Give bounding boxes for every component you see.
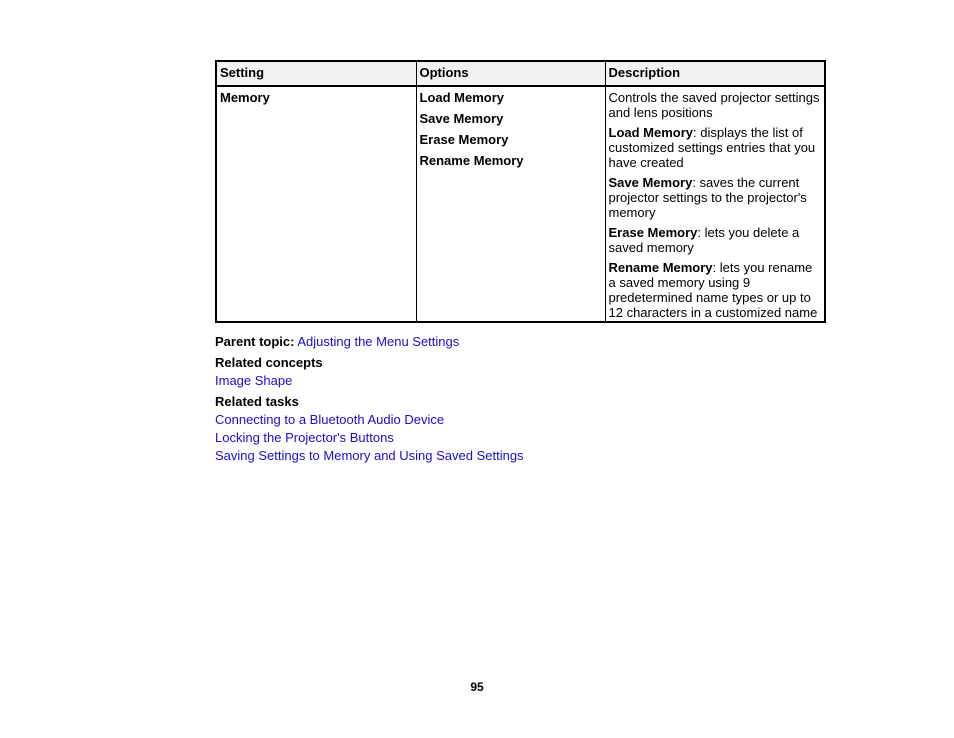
page-number: 95 [470, 680, 484, 694]
related-concept-link[interactable]: Image Shape [215, 373, 293, 388]
related-concepts-heading: Related concepts [215, 355, 323, 370]
description-term: Erase Memory [608, 225, 698, 240]
parent-topic-link[interactable]: Adjusting the Menu Settings [297, 334, 460, 349]
option-load-memory: Load Memory [419, 90, 505, 105]
setting-name: Memory [220, 90, 270, 105]
description-text: : lets you delete a saved memory [608, 225, 800, 255]
option-erase-memory: Erase Memory [419, 132, 509, 147]
related-task-link[interactable]: Locking the Projector's Buttons [215, 430, 394, 445]
description-save-memory [609, 175, 822, 220]
options-cell [416, 86, 605, 322]
description-intro [609, 90, 822, 120]
column-header-setting: Setting [216, 61, 416, 86]
settings-table [215, 60, 826, 323]
description-term: Save Memory [608, 175, 693, 190]
description-cell [605, 86, 825, 322]
option-rename-memory: Rename Memory [419, 153, 524, 168]
setting-cell [216, 86, 416, 322]
description-erase-memory [609, 225, 822, 255]
related-task-link[interactable]: Connecting to a Bluetooth Audio Device [215, 412, 445, 427]
description-term: Rename Memory [608, 260, 713, 275]
description-rename-memory [609, 260, 822, 320]
description-text: : saves the current projector settings to the projector's memory [608, 175, 807, 220]
description-text: : displays the list of customized settings entries that you have created [608, 125, 816, 170]
table-row [216, 86, 825, 322]
column-header-options: Options [416, 61, 605, 86]
parent-topic-label: Parent topic: [215, 334, 295, 349]
table-header-row [216, 61, 825, 86]
related-tasks-heading: Related tasks [215, 394, 299, 409]
related-task-link[interactable]: Saving Settings to Memory and Using Saved Settings [215, 448, 524, 463]
description-term: Load Memory [608, 125, 694, 140]
description-load-memory [609, 125, 822, 170]
parent-topic-line [215, 334, 459, 349]
description-text: : lets you rename a saved memory using 9 predetermined name types or up to 12 characters in a customized name [608, 260, 818, 320]
column-header-description: Description [605, 61, 825, 86]
description-text: Controls the saved projector settings and lens positions [608, 90, 820, 120]
option-save-memory: Save Memory [419, 111, 504, 126]
